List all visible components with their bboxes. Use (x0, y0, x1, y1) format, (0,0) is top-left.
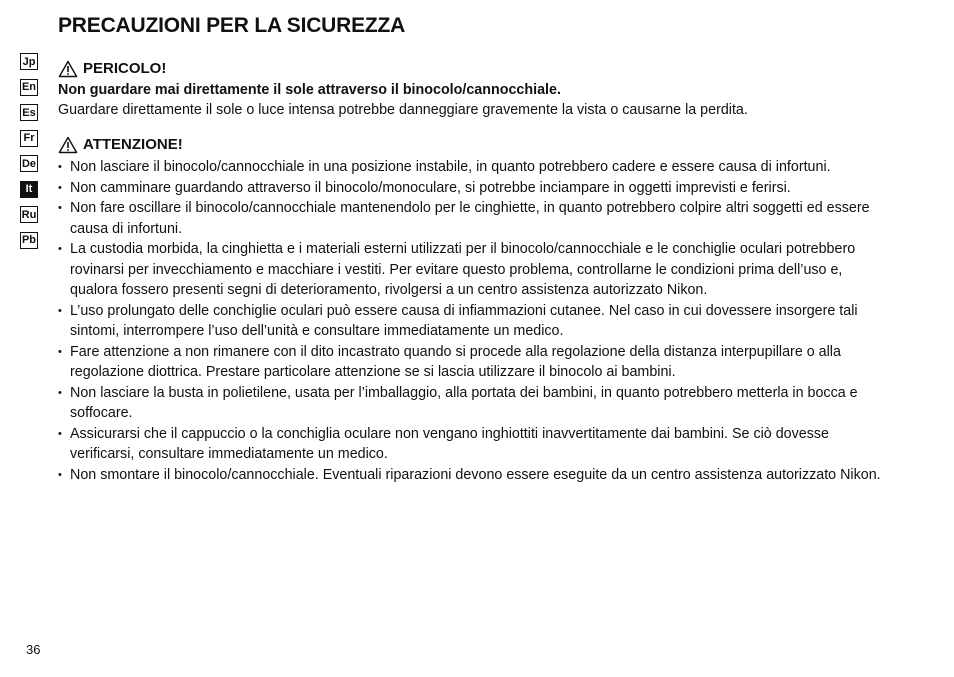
danger-heading-text: PERICOLO! (83, 60, 167, 77)
caution-heading (58, 135, 888, 156)
list-item: • L’uso prolungato delle conchiglie oculari può essere causa di infiammazioni cutanee. Nel caso in cui dovessere insorgere tali sintomi, interrompere l’uso dell’unità e consultare immediatamente un medico. (58, 301, 888, 342)
warning-triangle-icon (58, 136, 78, 154)
language-tab-jp[interactable]: Jp (20, 53, 38, 70)
danger-heading (58, 59, 888, 80)
list-item: • Non fare oscillare il binocolo/cannocchiale mantenendolo per le cinghiette, in quanto potrebbero colpire altri soggetti ed essere causa di infortuni. (58, 198, 888, 239)
language-tab-es[interactable]: Es (20, 104, 38, 121)
warning-triangle-icon (58, 60, 78, 78)
page-title: PRECAUZIONI PER LA SICUREZZA (58, 14, 406, 37)
caution-heading-text: ATTENZIONE! (83, 135, 183, 153)
language-tabs (20, 53, 38, 257)
language-tab-it[interactable]: It (20, 181, 38, 198)
list-item: • Non lasciare il binocolo/cannocchiale in una posizione instabile, in quanto potrebbero cadere e essere causa di infortuni. (58, 157, 888, 178)
language-tab-de[interactable]: De (20, 155, 38, 172)
document-body (58, 59, 888, 485)
list-item: • Fare attenzione a non rimanere con il dito incastrato quando si procede alla regolazione della distanza interpupillare o alla regolazione diottrica. Prestare particolare attenzione se si lascia utilizzare il binocolo ai bambini. (58, 342, 888, 383)
language-tab-pb[interactable]: Pb (20, 232, 38, 249)
danger-description: Guardare direttamente il sole o luce intensa potrebbe danneggiare gravemente la vista o causarne la perdita. (58, 102, 748, 118)
list-item: • Non lasciare la busta in polietilene, usata per l’imballaggio, alla portata dei bambini, in quanto potrebbero metterla in bocca e soffocare. (58, 383, 888, 424)
list-item: • Assicurarsi che il cappuccio o la conchiglia oculare non vengano inghiottiti inavvertitamente dai bambini. Se ciò dovesse verificarsi, consultare immediatamente un medico. (58, 424, 888, 465)
language-tab-fr[interactable]: Fr (20, 130, 38, 147)
danger-warning-line: Non guardare mai direttamente il sole attraverso il binocolo/cannocchiale. (58, 81, 561, 98)
list-item: • Non smontare il binocolo/cannocchiale. Eventuali riparazioni devono essere eseguite da un centro assistenza autorizzato Nikon. (58, 465, 888, 486)
list-item: • Non camminare guardando attraverso il binocolo/monoculare, si potrebbe inciampare in oggetti imprevisti e ferirsi. (58, 178, 888, 199)
list-item: • La custodia morbida, la cinghietta e i materiali esterni utilizzati per il binocolo/cannocchiale e le conchiglie oculari potrebbero rovinarsi per invecchiamento e macchiare i vestiti. Per evitare questo problema, controllarne le condizioni prima dell’uso e, qualora fossero presenti segni di deterioramento, rivolgersi a un centro assistenza autorizzato Nikon. (58, 239, 888, 301)
language-tab-ru[interactable]: Ru (20, 206, 38, 223)
language-tab-en[interactable]: En (20, 79, 38, 96)
page-number: 36 (26, 642, 41, 657)
caution-list (58, 157, 888, 485)
